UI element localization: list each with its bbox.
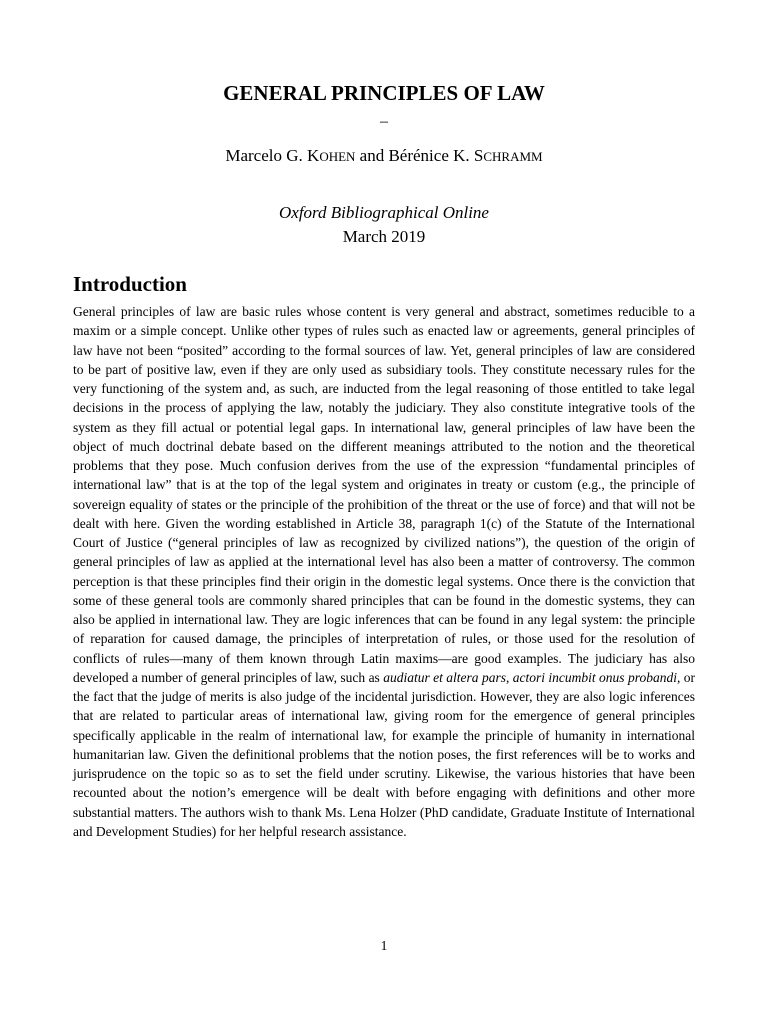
author-2-surname bbox=[474, 146, 543, 165]
introduction-text-part-2: , bbox=[505, 669, 513, 685]
latin-maxim-audiatur: audiatur et altera pars bbox=[383, 669, 506, 685]
author-1-given-name: Marcelo G. bbox=[225, 146, 303, 165]
author-line bbox=[0, 144, 768, 169]
publication-name: Oxford Bibliographical Online bbox=[279, 203, 489, 222]
document-title: GENERAL PRINCIPLES OF LAW bbox=[223, 81, 545, 105]
author-1-surname-initial: K bbox=[307, 146, 320, 165]
introduction-text-part-1: General principles of law are basic rules whose content is very general and abstract, sometimes reducible to a maxim or a simple concept. Unlike other types of rules such as enacted law or agreements, general principles of law have not been “posited” according to the formal sources of law. Yet, general principles of law are considered to be part of positive law, even if they are only used as subsidiary tools. They constitute necessary rules for the very functioning of the system and, as such, are inducted from the legal reasoning of those entitled to take legal decisions in the process of applying the law, notably the judiciary. They also constitute integrative tools of the system as they fill actual or potential legal gaps. In international law, general principles of law have been the object of much doctrinal debate based on the different meanings attributed to the notion and the theoretical problems that they pose. Much confusion derives from the use of the expression “fundamental principles of international law” that is at the top of the legal system and originates in treaty or custom (e.g., the principle of sovereign equality of states or the principle of the prohibition of the threat or the use of force) and that will not be dealt with here. Given the wording established in Article 38, paragraph 1(c) of the Statute of the International Court of Justice (“general principles of law as recognized by civilized nations”), the question of the origin of general principles of law as applied at the international level has also been a matter of controversy. The common perception is that these principles find their origin in the domestic legal systems. Once there is the conviction that some of these general tools are commonly shared principles that can be found in the domestic systems, they can also be applied in international law. They are logic inferences that can be found in any legal system: the principle of reparation for caused damage, the principles of interpretation of rules, or those used for the resolution of conflicts of rules—many of them known through Latin maxims—are good examples. The judiciary has also developed a number of general principles of law, such as bbox=[73, 304, 695, 685]
publication-date: March 2019 bbox=[342, 227, 426, 246]
section-heading-introduction: Introduction bbox=[73, 272, 187, 296]
author-2-surname-initial: S bbox=[473, 146, 484, 165]
introduction-text-part-3: , or the fact that the judge of merits is also judge of the incidental jurisdiction. However, they are also logic inferences that are related to particular areas of international law, giving room for the emergence of general principles specifically applicable in the realm of international law, for example the principle of humanity in international humanitarian law. Given the definitional problems that the notion poses, the first references will be to works and jurisprudence on the topic so as to set the field under scrutiny. Likewise, the various histories that have been recounted about the notion’s emergence will be dealt with before engaging with definitions and other more substantial matters. The authors wish to thank Ms. Lena Holzer (PhD candidate, Graduate Institute of International and Development Studies) for her helpful research assistance. bbox=[73, 669, 696, 839]
page-number: 1 bbox=[380, 938, 388, 953]
author-2-surname-rest: CHRAMM bbox=[483, 149, 543, 164]
author-1-surname bbox=[307, 146, 355, 165]
latin-maxim-actori: actori incumbit onus probandi bbox=[512, 669, 677, 685]
author-2-given-name: Bérénice K. bbox=[388, 146, 470, 165]
author-conjunction: and bbox=[359, 146, 385, 165]
title-separator: – bbox=[380, 113, 388, 130]
author-1-surname-rest: OHEN bbox=[319, 149, 356, 164]
introduction-paragraph bbox=[73, 302, 695, 841]
